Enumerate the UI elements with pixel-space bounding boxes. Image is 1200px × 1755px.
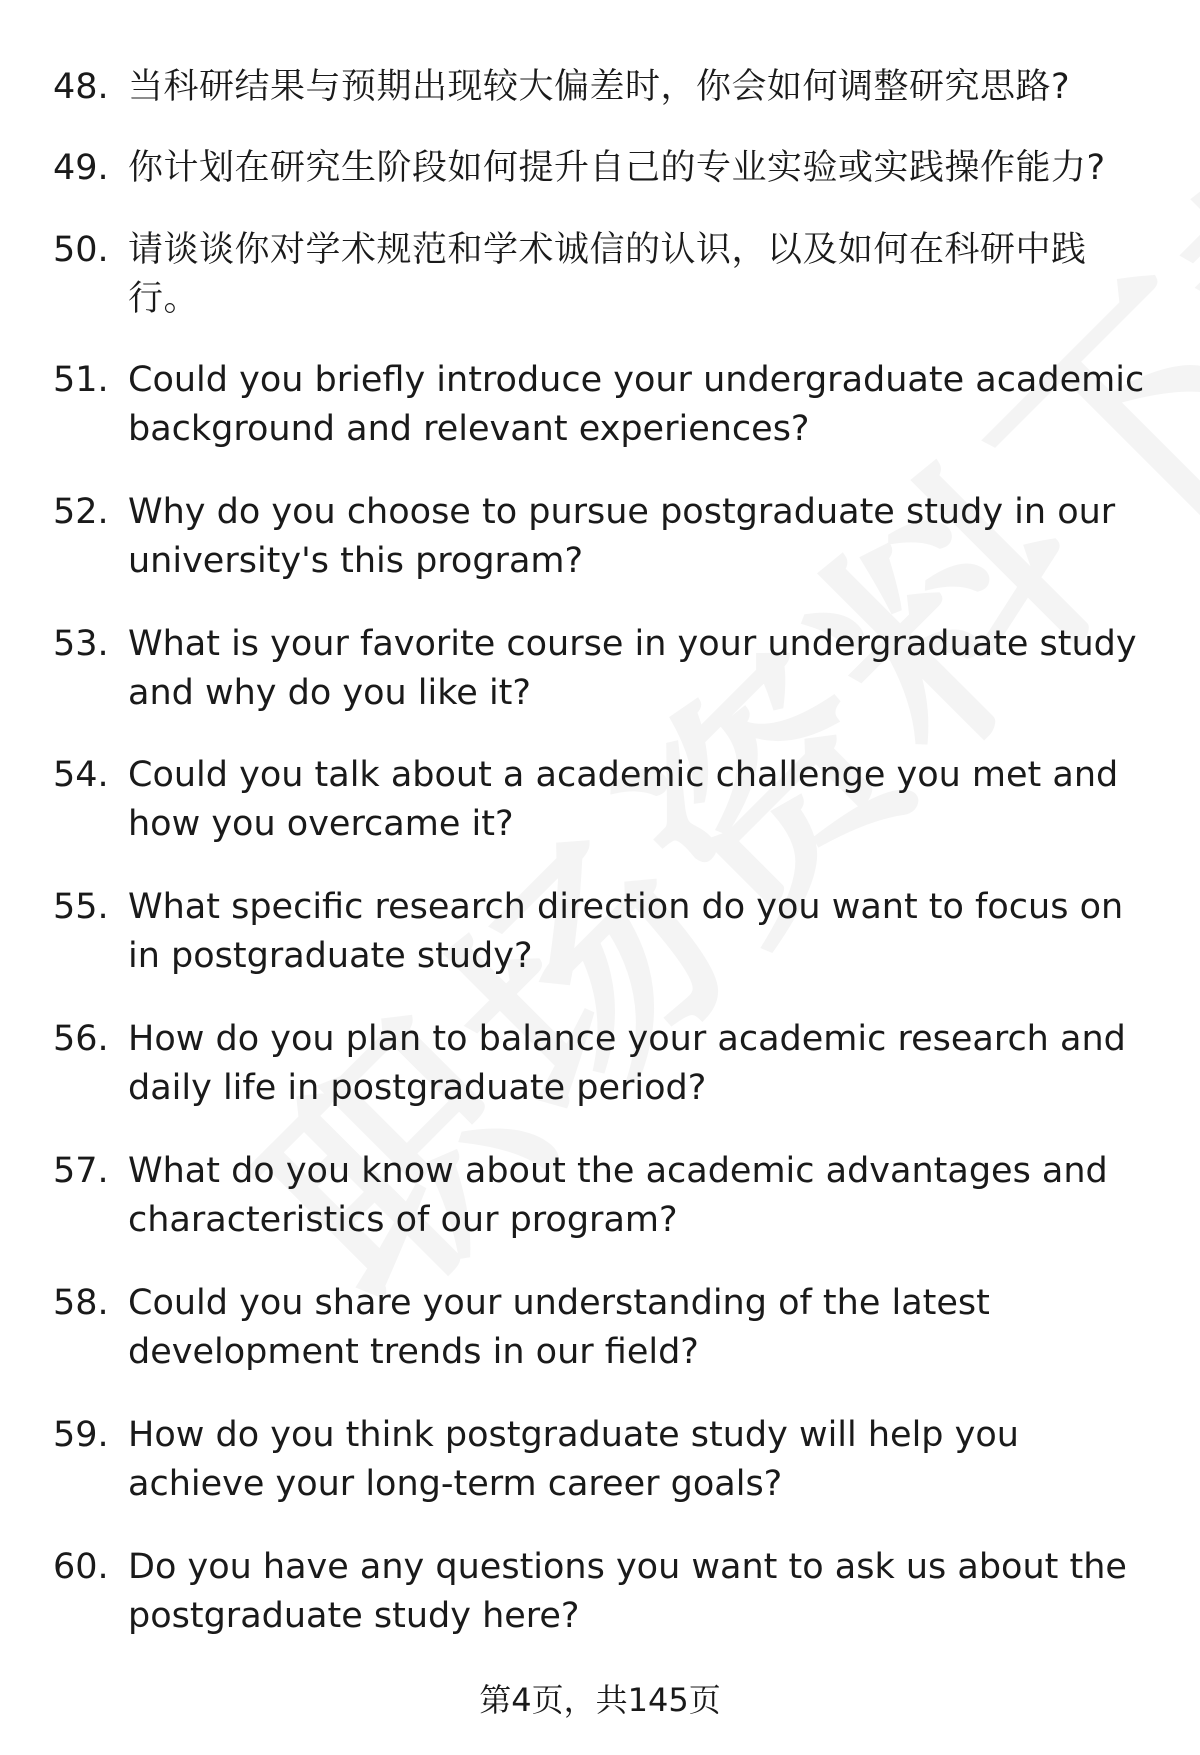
question-number: 58. bbox=[53, 1283, 109, 1323]
question-text: Why do you choose to pursue postgraduate study in our university's this program? bbox=[128, 492, 1116, 581]
question-text: What is your favorite course in your undergraduate study and why do you like it? bbox=[128, 624, 1137, 713]
question-text: 你计划在研究生阶段如何提升自己的专业实验或实践操作能力? bbox=[128, 148, 1106, 188]
question-text: How do you plan to balance your academic research and daily life in postgraduate period? bbox=[128, 1019, 1126, 1108]
question-text: Could you briefly introduce your undergraduate academic background and relevant experiences? bbox=[128, 360, 1145, 449]
question-text: Do you have any questions you want to ask us about the postgraduate study here? bbox=[128, 1547, 1127, 1636]
question-number: 60. bbox=[53, 1547, 109, 1587]
question-text: 当科研结果与预期出现较大偏差时，你会如何调整研究思路? bbox=[128, 67, 1071, 107]
question-number: 49. bbox=[53, 148, 109, 188]
question-text: What do you know about the academic advantages and characteristics of our program? bbox=[128, 1151, 1108, 1240]
question-number: 56. bbox=[53, 1019, 109, 1059]
question-text: Could you share your understanding of the latest development trends in our field? bbox=[128, 1283, 990, 1372]
question-text: Could you talk about a academic challenge you met and how you overcame it? bbox=[128, 755, 1119, 844]
question-number: 54. bbox=[53, 755, 109, 795]
question-text: How do you think postgraduate study will help you achieve your long-term career goals? bbox=[128, 1415, 1019, 1504]
question-number: 52. bbox=[53, 492, 109, 532]
question-number: 53. bbox=[53, 624, 109, 664]
question-text: 请谈谈你对学术规范和学术诚信的认识，以及如何在科研中践行。 bbox=[128, 230, 1087, 319]
page-footer: 第4页，共145页 bbox=[479, 1681, 721, 1719]
question-number: 51. bbox=[53, 360, 109, 400]
question-text: What specific research direction do you want to focus on in postgraduate study? bbox=[128, 887, 1124, 976]
question-number: 50. bbox=[53, 230, 109, 270]
question-number: 48. bbox=[53, 67, 109, 107]
question-number: 59. bbox=[53, 1415, 109, 1455]
question-number: 55. bbox=[53, 887, 109, 927]
question-number: 57. bbox=[53, 1151, 109, 1191]
